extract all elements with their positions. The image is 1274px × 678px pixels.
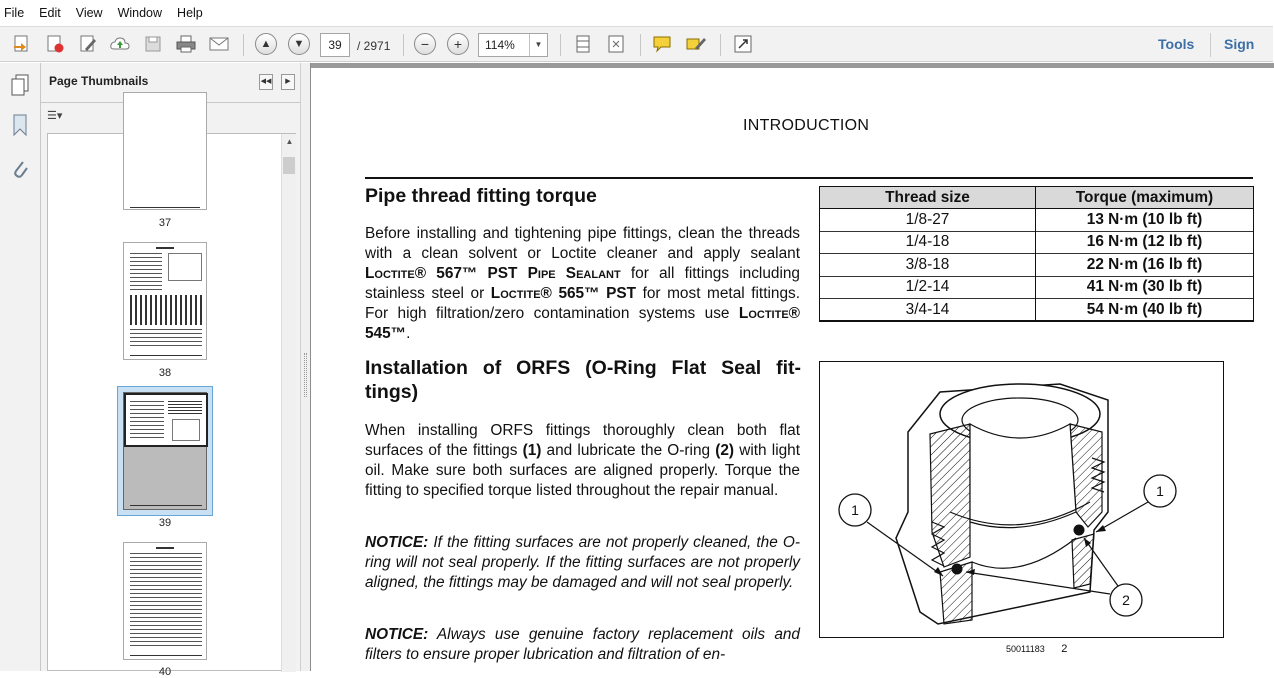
menu-view[interactable]: View	[75, 6, 103, 20]
tools-button[interactable]: Tools	[1158, 36, 1195, 52]
thumbnail-label: 37	[158, 217, 172, 229]
torque-cell: 54 N·m (40 lb ft)	[1036, 299, 1254, 322]
selected-thumbnail-frame[interactable]	[117, 386, 213, 516]
zoom-out-icon[interactable]: −	[414, 33, 436, 55]
create-pdf-icon[interactable]	[43, 32, 67, 56]
previous-page-icon[interactable]: ▲	[255, 33, 277, 55]
o-ring-marker	[952, 564, 963, 575]
fit-page-icon[interactable]	[604, 32, 628, 56]
toolbar	[0, 26, 1273, 62]
thumbnail-label: 39	[158, 517, 172, 529]
thread-size-cell: 3/8-18	[820, 254, 1036, 277]
section-title-pipe-thread: Pipe thread fitting torque	[365, 185, 597, 207]
email-icon[interactable]	[207, 32, 231, 56]
cloud-upload-icon[interactable]	[108, 32, 132, 56]
highlight-icon[interactable]	[684, 32, 708, 56]
page-thumbnail-39[interactable]	[123, 392, 207, 510]
callout-label: 1	[1156, 483, 1164, 499]
toolbar-separator	[720, 34, 721, 56]
collapse-panel-icon[interactable]: ◀◀	[259, 74, 273, 90]
page-thumbnail-40[interactable]	[123, 542, 207, 660]
thumbnail-options-icon[interactable]: ☰▾	[47, 110, 63, 122]
expand-panel-icon[interactable]: ▶	[281, 74, 295, 90]
orfs-paragraph: When installing ORFS fittings thoroughly clean both flat surfaces of the fittings (1) and lubricate the O-ring (2) with light oil. Make sure both surfaces are aligned properly. Torque the fitting to specified torque listed throughout the repair manual.	[365, 422, 801, 499]
chevron-down-icon[interactable]: ▼	[529, 34, 547, 56]
toolbar-separator	[1210, 33, 1211, 57]
table-row	[820, 299, 1254, 322]
toolbar-separator	[403, 34, 404, 56]
table-header: Thread size	[820, 187, 1036, 209]
zoom-level-value: 114%	[485, 38, 515, 52]
orfs-fitting-figure	[819, 361, 1224, 638]
bookmarks-icon[interactable]	[7, 111, 33, 139]
thread-size-cell: 1/4-18	[820, 231, 1036, 254]
figure-caption	[1006, 643, 1067, 655]
navigation-rail	[0, 63, 41, 671]
figure-id: 50011183	[1006, 644, 1045, 654]
notice-paragraph-1: NOTICE: If the fitting surfaces are not properly cleaned, the O-ring will not seal properly. If the fitting surfaces are not properly aligned, the fittings may be damaged and will not seal properly.	[365, 534, 800, 591]
figure-number: 2	[1061, 643, 1068, 655]
scroll-up-icon[interactable]: ▲	[285, 137, 294, 146]
torque-cell: 13 N·m (10 lb ft)	[1036, 209, 1254, 232]
open-file-icon[interactable]	[10, 32, 34, 56]
notice-paragraph-2: NOTICE: Always use genuine factory replacement oils and filters to ensure proper lubrication and filtration of en-	[365, 626, 800, 663]
full-screen-icon[interactable]	[731, 32, 755, 56]
scrollbar-thumb[interactable]	[283, 157, 295, 174]
table-header: Torque (maximum)	[1036, 187, 1254, 209]
scrolling-mode-icon[interactable]	[571, 32, 595, 56]
o-ring-marker	[1074, 525, 1085, 536]
menu-bar	[0, 0, 1273, 26]
page-thumbnails-panel	[41, 63, 300, 678]
print-icon[interactable]	[174, 32, 198, 56]
zoom-level-select[interactable]	[478, 33, 548, 57]
menu-edit[interactable]: Edit	[39, 6, 61, 20]
menu-help[interactable]: Help	[177, 6, 203, 20]
thread-size-cell: 1/8-27	[820, 209, 1036, 232]
thumbnail-scrollbar[interactable]	[281, 134, 296, 672]
thumbnail-label: 38	[158, 367, 172, 379]
page-total: / 2971	[357, 39, 391, 53]
torque-cell: 16 N·m (12 lb ft)	[1036, 231, 1254, 254]
table-row	[820, 254, 1254, 277]
comment-icon[interactable]	[650, 32, 674, 56]
header-rule	[365, 177, 1253, 179]
save-icon[interactable]	[141, 32, 165, 56]
attachments-icon[interactable]	[7, 155, 33, 183]
next-page-icon[interactable]: ▼	[288, 33, 310, 55]
fitting-cutaway-illustration	[820, 362, 1222, 636]
pipe-thread-paragraph: Before installing and tightening pipe fittings, clean the threads with a clean solvent or Loctite cleaner and apply sealant Loctite® 567™ PST Pipe Sealant for all fittings including stainless steel or Loctite® 565™ PST for most metal fittings. For high filtration/zero contamination systems use Loctite® 545™.	[365, 225, 800, 342]
thread-size-cell: 3/4-14	[820, 299, 1036, 322]
torque-cell: 22 N·m (16 lb ft)	[1036, 254, 1254, 277]
toolbar-separator	[560, 34, 561, 56]
sign-button[interactable]: Sign	[1224, 36, 1255, 52]
page-thumbnail-38[interactable]	[123, 242, 207, 360]
panel-splitter[interactable]	[300, 63, 310, 671]
toolbar-separator	[640, 34, 641, 56]
page-thumbnail-37[interactable]	[123, 92, 207, 210]
menu-window[interactable]: Window	[117, 6, 163, 20]
panel-title: Page Thumbnails	[49, 74, 149, 88]
section-title-orfs: Installation of ORFS (O-Ring Flat Seal fit- tings)	[365, 357, 801, 403]
toolbar-separator	[243, 34, 244, 56]
edit-pdf-icon[interactable]	[76, 32, 100, 56]
page-number-input[interactable]: 39	[320, 33, 350, 57]
zoom-in-icon[interactable]: +	[447, 33, 469, 55]
callout-label: 2	[1122, 592, 1130, 608]
thumbnail-list	[47, 133, 296, 678]
page-thumbnails-icon[interactable]	[7, 71, 33, 99]
thread-size-cell: 1/2-14	[820, 276, 1036, 299]
menu-file[interactable]: File	[4, 6, 25, 20]
torque-table	[819, 186, 1254, 322]
document-viewport[interactable]	[310, 63, 1273, 671]
table-row	[820, 209, 1254, 232]
table-row	[820, 276, 1254, 299]
thumbnail-label: 40	[158, 666, 172, 678]
callout-label: 1	[851, 502, 859, 518]
table-row	[820, 231, 1254, 254]
page-header: INTRODUCTION	[743, 117, 870, 134]
torque-cell: 41 N·m (30 lb ft)	[1036, 276, 1254, 299]
